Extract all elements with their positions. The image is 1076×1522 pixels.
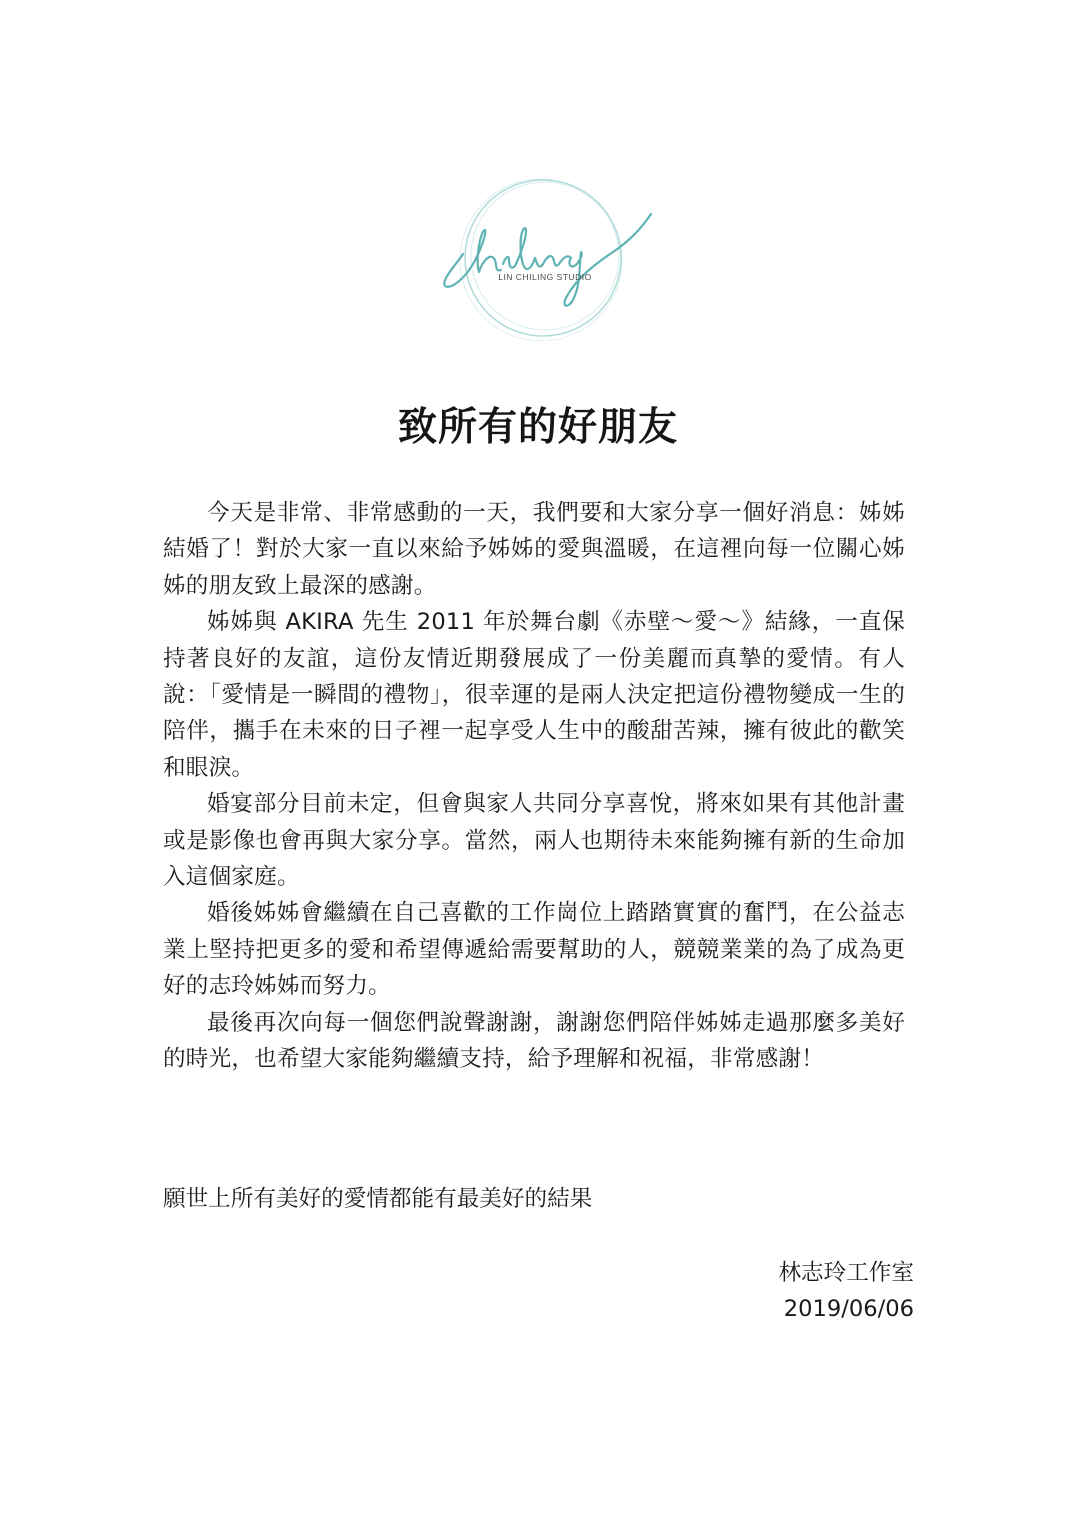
logo-subtitle: LIN CHILING STUDIO (498, 272, 592, 282)
signature-block (778, 1255, 914, 1327)
studio-logo (425, 168, 665, 348)
letter-body (163, 495, 905, 1078)
closing-line: 願世上所有美好的愛情都能有最美好的結果 (163, 1186, 593, 1212)
paragraph-5: 最後再次向每一個您們說聲謝謝，謝謝您們陪伴姊姊走過那麼多美好的時光，也希望大家能夠繼續支持，給予理解和祝福，非常感謝！ (163, 1009, 905, 1073)
signature-date: 2019/06/06 (783, 1296, 914, 1322)
paragraph-1: 今天是非常、非常感動的一天，我們要和大家分享一個好消息：姊姊結婚了！對於大家一直以來給予姊姊的愛與溫暖，在這裡向每一位關心姊姊的朋友致上最深的感謝。 (163, 500, 905, 599)
letter-title: 致所有的好朋友 (397, 405, 678, 450)
signature-name: 林志玲工作室 (778, 1260, 914, 1286)
paragraph-3: 婚宴部分目前未定，但會與家人共同分享喜悅，將來如果有其他計畫或是影像也會再與大家分享。當然，兩人也期待未來能夠擁有新的生命加入這個家庭。 (163, 791, 905, 891)
chiling-signature-icon (425, 168, 665, 348)
paragraph-4: 婚後姊姊會繼續在自己喜歡的工作崗位上踏踏實實的奮鬥，在公益志業上堅持把更多的愛和希望傳遞給需要幫助的人，競競業業的為了成為更好的志玲姊姊而努力。 (163, 900, 905, 1000)
paragraph-2: 姊姊與 AKIRA 先生 2011 年於舞台劇《赤壁～愛～》結緣，一直保持著良好的友誼，這份友情近期發展成了一份美麗而真摯的愛情。有人說：「愛情是一瞬間的禮物」，很幸運的是兩人決定把這份禮物變成一生的陪伴，攜手在未來的日子裡一起享受人生中的酸甜苦辣，擁有彼此的歡笑和眼淚。 (163, 609, 905, 781)
